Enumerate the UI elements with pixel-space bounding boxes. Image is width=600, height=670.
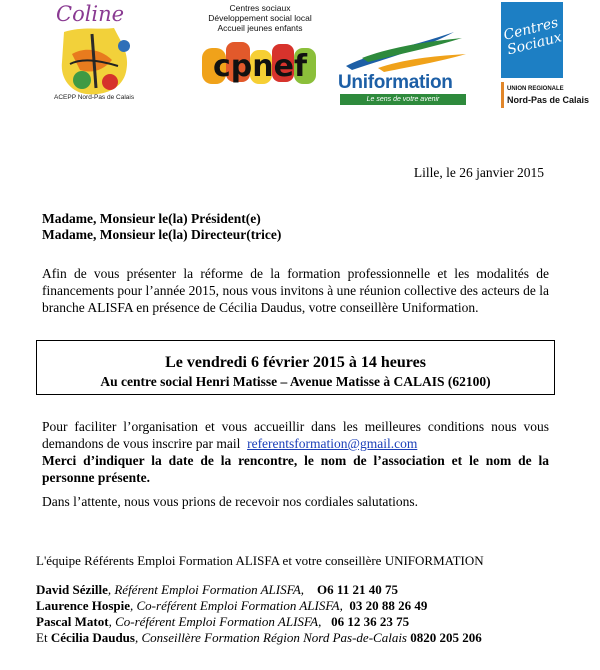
team-line: L'équipe Référents Emploi Formation ALISFA et votre conseillère UNIFORMATION — [36, 553, 484, 568]
signatory-phone: 03 20 88 26 49 — [349, 598, 428, 613]
contact-line-1: Pour faciliter l’organisation et vous accueillir dans les meilleures conditions nous vous — [42, 419, 549, 434]
closing-line: Dans l’attente, nous vous prions de recevoir nos cordiales salutations. — [42, 494, 419, 509]
intro-paragraph: Afin de vous présenter la réforme de la formation professionnelle et les modalités de financements pour l’année 2015, nous vous invitons à une réunion collective des acteurs de la branche ALISFA en présence de Cécilia Daudus, votre conseillère Uniformation. — [42, 266, 549, 315]
event-title: Le vendredi 6 février 2015 à 14 heures — [165, 354, 426, 371]
centres-sociaux-logo — [497, 2, 593, 110]
signatory-role: , Conseillère Formation Région Nord Pas-de-Calais — [134, 630, 407, 645]
signatory-name: Pascal Matot — [36, 614, 109, 629]
salutation-director: Madame, Monsieur le(la) Directeur(trice) — [42, 227, 282, 242]
coline-logo-title: Coline — [56, 2, 125, 26]
coline-logo-subtitle: ACEPP Nord-Pas de Calais — [54, 94, 135, 101]
coline-logo — [52, 2, 140, 110]
signatory-role: , Co-référent Emploi Formation ALISFA, — [108, 614, 322, 629]
signatory-name: David Sézille — [36, 582, 108, 597]
event-box — [36, 340, 555, 395]
signatory-phone: 0820 205 206 — [410, 630, 482, 645]
uniformation-logo — [338, 28, 470, 106]
signatory-2 — [36, 598, 427, 614]
signatory-4 — [36, 630, 482, 646]
contact-line-2 — [42, 435, 549, 452]
signatory-1 — [36, 582, 398, 598]
coline-logo-figure — [52, 24, 140, 116]
signatory-name: Cécilia Daudus — [50, 630, 135, 645]
cpnef-logo-mark — [198, 34, 322, 102]
uniformation-logo-tagline: Le sens de votre avenir — [366, 96, 440, 103]
signatory-phone: 06 12 36 23 75 — [331, 614, 410, 629]
cpnef-logo — [198, 3, 322, 103]
uniformation-logo-name: Uniformation — [338, 72, 453, 93]
signatory-role: , Co-référent Emploi Formation ALISFA, — [130, 598, 343, 613]
signatory-phone: O6 11 21 40 75 — [317, 582, 398, 597]
centres-sociaux-logo-union: UNION REGIONALE — [507, 86, 564, 92]
date-line: Lille, le 26 janvier 2015 — [413, 165, 544, 180]
contact-instruction: Merci d’indiquer la date de la rencontre, le nom de l’association et le nom de la personne présente. — [42, 453, 549, 485]
signatory-3 — [36, 614, 409, 630]
centres-sociaux-logo-name: Centres Sociaux — [501, 14, 564, 59]
centres-sociaux-logo-rule — [501, 82, 504, 108]
signatory-prefix: Et — [36, 630, 51, 645]
cpnef-logo-word: cpnef — [212, 49, 308, 84]
event-place: Au centre social Henri Matisse – Avenue Matisse à CALAIS (62100) — [100, 374, 491, 389]
cpnef-logo-line-2: Développement social local — [208, 13, 312, 23]
cpnef-logo-line-3: Accueil jeunes enfants — [217, 23, 303, 33]
contact-line-2-text: demandons de vous inscrire par mail — [42, 436, 241, 451]
signatory-role: , Référent Emploi Formation ALISFA, — [107, 582, 305, 597]
contact-paragraph — [42, 418, 549, 486]
centres-sociaux-logo-region: Nord-Pas de Calais — [507, 95, 590, 105]
salutation-president: Madame, Monsieur le(la) Président(e) — [42, 211, 261, 226]
cpnef-logo-line-1: Centres sociaux — [229, 3, 291, 13]
signatory-name: Laurence Hospie — [36, 598, 131, 613]
contact-email-link[interactable]: referentsformation@gmail.com — [247, 436, 418, 451]
uniformation-logo-waves — [338, 28, 470, 72]
